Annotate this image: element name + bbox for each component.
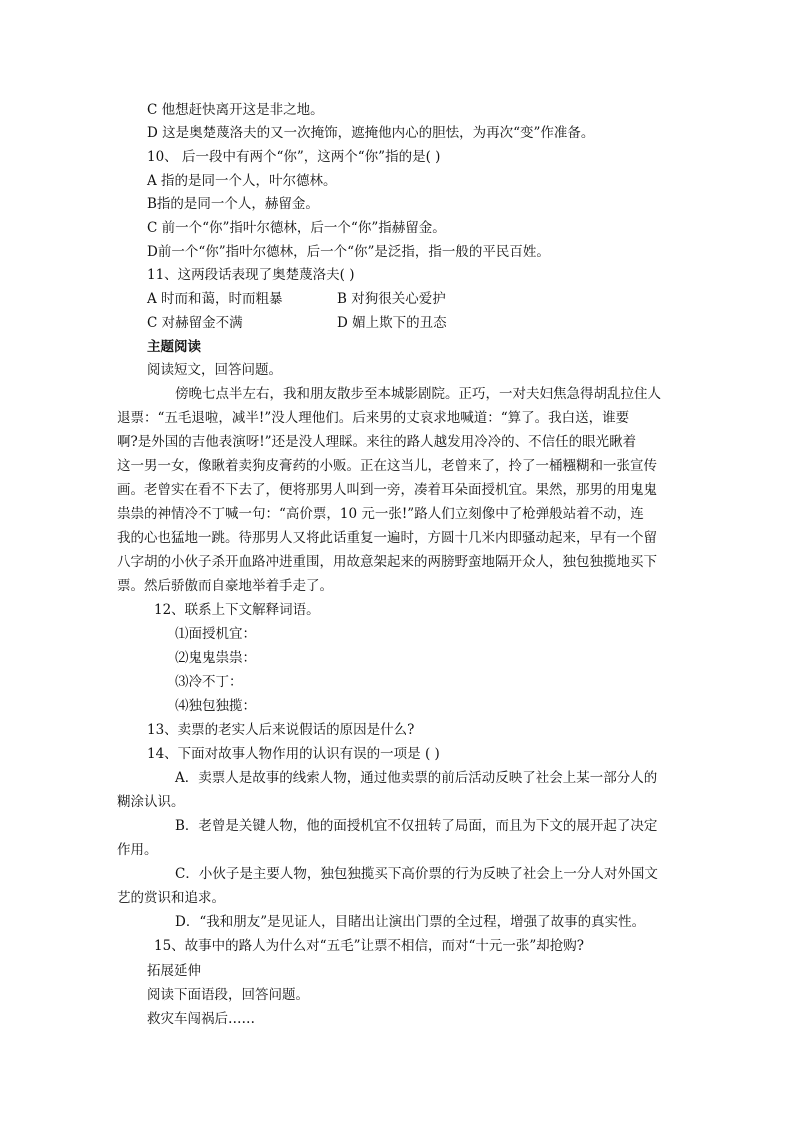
passage-line: 八字胡的小伙子杀开血路冲进重围，用故意架起来的两膀野蛮地隔开众人，独包独揽地买下 [117,554,657,570]
q10-option-d: D前一个“你”指叶尔德林，后一个“你”是泛指，指一般的平民百姓。 [147,244,550,260]
passage-line: 退票：“五毛退啦，减半!”没人理他们。后来男的丈哀求地喊道：“算了。我白送，谁要 [117,410,630,426]
q11-option-c: C 对赫留金不满 [147,315,243,331]
q14-option-c: C．小伙子是主要人物，独包独揽买下高价票的行为反映了社会上一分人对外国文 [175,866,658,882]
passage-line: 啊?是外国的吉他表演呀!”还是没人理睬。来往的路人越发用冷冷的、不信任的眼光瞅着 [117,434,637,450]
q12-item-2: ⑵鬼鬼祟祟： [175,650,256,666]
q14-option-b: B．老曾是关键人物，他的面授机宜不仅扭转了局面，而且为下文的展开起了决定 [175,818,658,834]
q10-option-a: A 指的是同一个人，叶尔德林。 [147,173,337,189]
option-d-q9: D 这是奥楚蔑洛夫的又一次掩饰，遮掩他内心的胆怯，为再次“变”作准备。 [147,125,595,141]
q11-option-b: B 对狗很关心爱护 [337,291,446,307]
q11-option-a: A 时而和蔼，时而粗暴 [147,291,283,307]
passage-line: 祟祟的神情冷不丁喊一句：“高价票，10 元一张!”路人们立刻像中了枪弹般站着不动，连 [117,506,644,522]
extension-instruction: 阅读下面语段，回答问题。 [147,987,309,1003]
q11-option-d: D 媚上欺下的丑态 [337,315,447,331]
passage-line: 画。老曾实在看不下去了，便将那男人叫到一旁，凑着耳朵面授机宜。果然，那男的用鬼鬼 [117,482,657,498]
q14-option-c-cont: 艺的赏识和追求。 [117,890,225,906]
option-c-q9: C 他想赶快离开这是非之地。 [147,102,324,118]
question-13: 13、卖票的老实人后来说假话的原因是什么? [147,722,415,738]
passage-line: 这一男一女，像瞅着卖狗皮膏药的小贩。正在这当儿，老曾来了，拎了一桶糨糊和一张宣传 [117,458,657,474]
passage-line: 我的心也猛地一跳。待那男人又将此话重复一遍时，方圆十几米内即骚动起来，早有一个留 [117,530,657,546]
q12-item-1: ⑴面授机宜： [175,626,256,642]
q12-item-3: ⑶冷不丁： [175,674,243,690]
extension-passage-start: 救灾车闯祸后…… [147,1011,255,1027]
question-10: 10、 后一段中有两个“你”，这两个“你”指的是( ) [147,149,441,165]
q14-option-b-cont: 作用。 [117,842,158,858]
question-12: 12、联系上下文解释词语。 [154,602,320,618]
q14-option-d: D．“我和朋友”是见证人，目睹出让演出门票的全过程，增强了故事的真实性。 [175,914,646,930]
reading-instruction: 阅读短文，回答问题。 [147,362,282,378]
passage-line: 票。然后骄傲而自豪地举着手走了。 [117,578,333,594]
q10-option-c: C 前一个“你”指叶尔德林，后一个“你”指赫留金。 [147,220,446,236]
section-heading-extension: 拓展延伸 [147,963,201,979]
section-heading-theme-reading: 主题阅读 [147,339,201,355]
q12-item-4: ⑷独包独揽： [175,698,256,714]
q14-option-a-cont: 糊涂认识。 [117,794,185,810]
question-14: 14、下面对故事人物作用的认识有误的一项是 ( ) [147,746,440,762]
question-15: 15、故事中的路人为什么对“五毛”让票不相信，而对“十元一张”却抢购? [154,938,585,954]
passage-line: 傍晚七点半左右，我和朋友散步至本城影剧院。正巧，一对夫妇焦急得胡乱拉住人 [175,386,661,402]
q14-option-a: A．卖票人是故事的线索人物，通过他卖票的前后活动反映了社会上某一部分人的 [175,770,658,786]
question-11: 11、这两段话表现了奥楚蔑洛夫( ) [147,267,355,283]
q10-option-b: B指的是同一个人，赫留金。 [147,196,319,212]
